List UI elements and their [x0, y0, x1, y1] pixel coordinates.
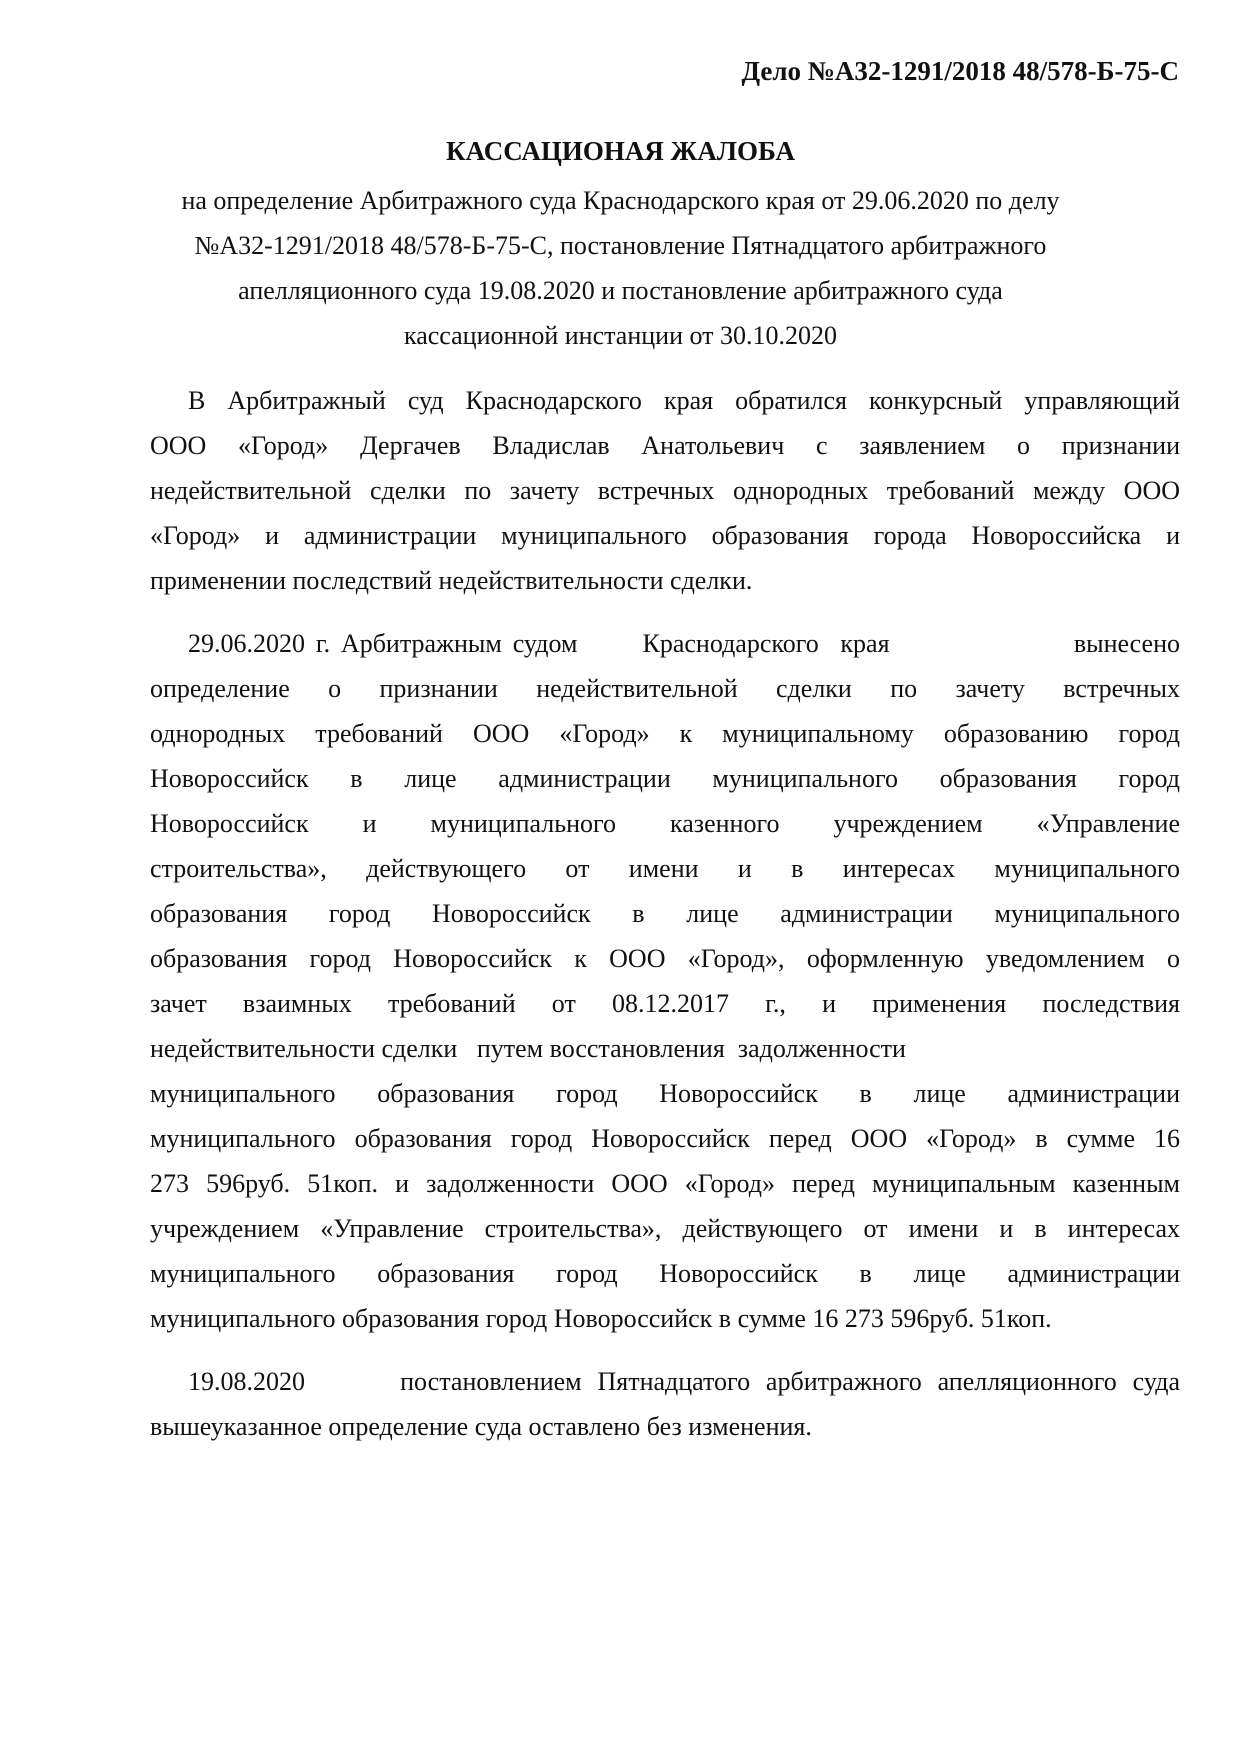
paragraph-line: муниципального образования город Новороссийск в лице администрации — [150, 1259, 1180, 1288]
paragraph-line: недействительной сделки по зачету встречных однородных требований между ООО — [150, 476, 1180, 505]
case-number: Дело №А32-1291/2018 48/578-Б-75-С — [741, 56, 1179, 86]
paragraph-line: определение о признании недействительной сделки по зачету встречных — [150, 674, 1180, 703]
paragraph-line: ООО «Город» Дергачев Владислав Анатольевич с заявлением о признании — [150, 431, 1180, 460]
paragraph-line: применении последствий недействительности сделки. — [150, 566, 753, 595]
subtitle-line: на определение Арбитражного суда Краснодарского края от 29.06.2020 по делу — [181, 186, 1060, 215]
paragraph-line: недействительности сделки путем восстановления задолженности — [150, 1034, 906, 1063]
subtitle-line: апелляционного суда 19.08.2020 и постановление арбитражного суда — [238, 276, 1003, 305]
paragraph-line: Новороссийск и муниципального казенного учреждением «Управление — [150, 809, 1180, 838]
paragraph-line: 273 596руб. 51коп. и задолженности ООО «Город» перед муниципальным казенным — [150, 1169, 1180, 1198]
paragraph-line: В Арбитражный суд Краснодарского края обратился конкурсный управляющий — [188, 386, 1180, 415]
paragraph-line: 29.06.2020 г. Арбитражным судом Краснодарского края вынесено — [188, 629, 1180, 658]
paragraph-line: муниципального образования город Новороссийск перед ООО «Город» в сумме 16 — [150, 1124, 1180, 1153]
paragraph-line: муниципального образования город Новороссийск в сумме 16 273 596руб. 51коп. — [150, 1304, 1052, 1333]
document-title: КАССАЦИОНАЯ ЖАЛОБА — [446, 136, 795, 166]
paragraph-line: муниципального образования город Новороссийск в лице администрации — [150, 1079, 1180, 1108]
paragraph-line: учреждением «Управление строительства», действующего от имени и в интересах — [150, 1214, 1180, 1243]
paragraph-line: строительства», действующего от имени и в интересах муниципального — [150, 854, 1180, 883]
paragraph-line: 19.08.2020 постановлением Пятнадцатого арбитражного апелляционного суда — [188, 1367, 1180, 1396]
subtitle-line: №А32-1291/2018 48/578-Б-75-С, постановление Пятнадцатого арбитражного — [194, 231, 1047, 260]
subtitle-line: кассационной инстанции от 30.10.2020 — [403, 321, 838, 350]
paragraph-line: однородных требований ООО «Город» к муниципальному образованию город — [150, 719, 1180, 748]
paragraph-line: образования город Новороссийск в лице администрации муниципального — [150, 899, 1180, 928]
paragraph-line: «Город» и администрации муниципального образования города Новороссийска и — [150, 521, 1180, 550]
paragraph-line: Новороссийск в лице администрации муниципального образования город — [150, 764, 1180, 793]
paragraph-line: вышеуказанное определение суда оставлено без изменения. — [150, 1412, 812, 1441]
paragraph-line: образования город Новороссийск к ООО «Город», оформленную уведомлением о — [150, 944, 1180, 973]
paragraph-line: зачет взаимных требований от 08.12.2017 г., и применения последствия — [150, 989, 1180, 1018]
